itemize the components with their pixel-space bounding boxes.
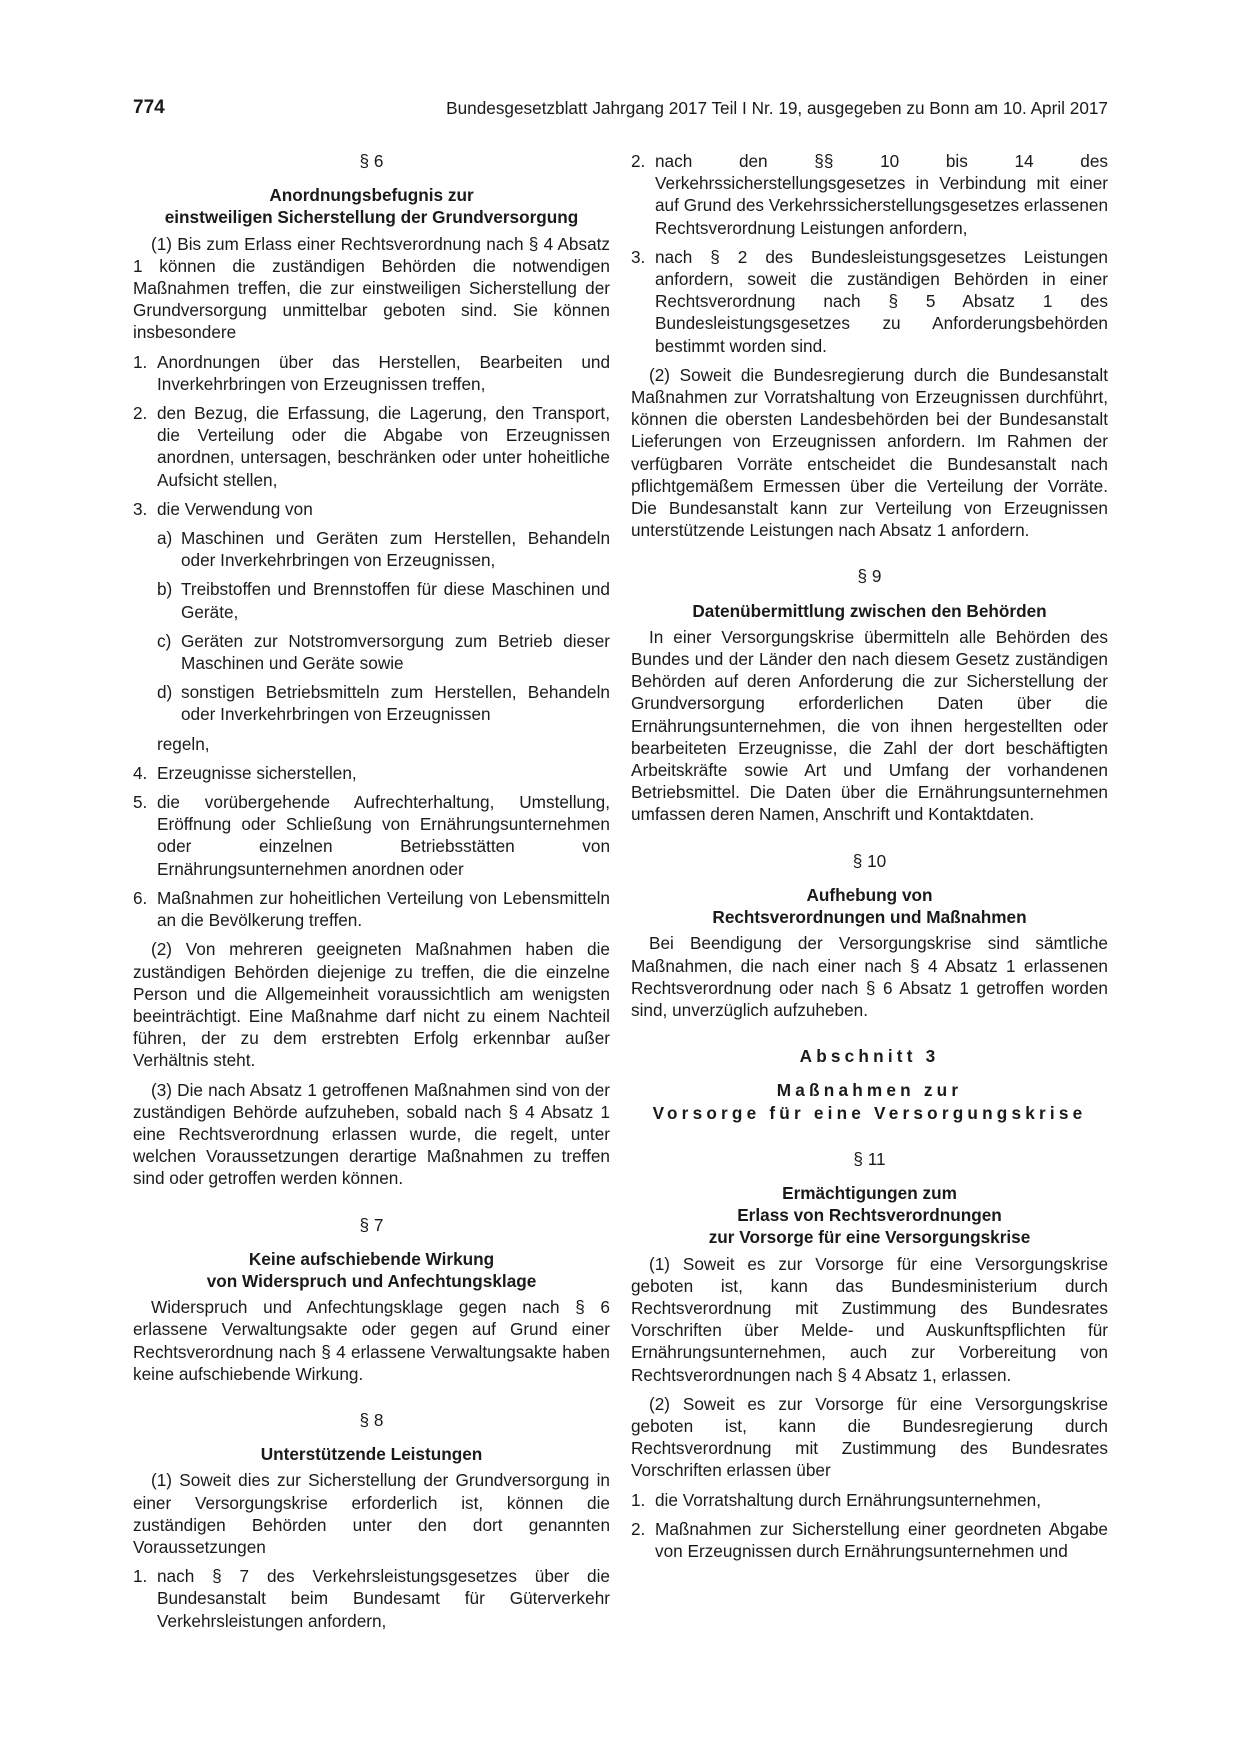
- section-7-title-line2: von Widerspruch und Anfechtungsklage: [206, 1270, 537, 1291]
- section-6-abs1: (1) Bis zum Erlass einer Rechtsverordnung nach § 4 Absatz 1 können die zuständigen Behörden die notwendigen Maßnahmen treffen, die zur einstweiligen Sicherstellung der Grundversorgung unmittelbar geboten sind. Sie können insbesondere: [133, 233, 610, 343]
- list-item: 6. Maßnahmen zur hoheitlichen Verteilung von Lebensmitteln an die Bevölkerung treffen.: [133, 887, 610, 931]
- section-6-abs3: (3) Die nach Absatz 1 getroffenen Maßnahmen sind von der zuständigen Behörde aufzuheben, sobald nach § 4 Absatz 1 eine Rechtsverordnung erlassen wurde, die regelt, unter welchen Voraussetzungen derartige Maßnahmen zu treffen sind oder getroffen werden können.: [133, 1079, 610, 1189]
- list-item: 3. nach § 2 des Bundesleistungsgesetzes Leistungen anfordern, soweit die zuständigen Behörden in einer Rechtsverordnung nach § 5 Absatz 1 des Bundesleistungsgesetzes zu Anforderungsbehörden bestimmt worden sind.: [631, 246, 1108, 356]
- section-11-title-line1: Ermächtigungen zum: [782, 1182, 957, 1203]
- sub-item: a) Maschinen und Geräten zum Herstellen, Behandeln oder Inverkehrbringen von Erzeugnissen,: [157, 528, 610, 571]
- section-11-number: § 11: [853, 1148, 886, 1169]
- abschnitt-label: Abschnitt 3: [799, 1046, 940, 1067]
- left-column: [133, 150, 610, 1632]
- list-item: 2. nach den §§ 10 bis 14 des Verkehrssicherstellungsgesetzes in Verbindung mit einer auf Grund des Verkehrssicherstellungsgesetzes erlassenen Rechtsverordnung Leistungen anfordern,: [631, 151, 1108, 238]
- section-10-title-line1: Aufhebung von: [806, 884, 933, 905]
- gazette-title: Bundesgesetzblatt Jahrgang 2017 Teil I Nr. 19, ausgegeben zu Bonn am 10. April 2017: [446, 98, 1108, 118]
- section-9-number: § 9: [857, 566, 882, 587]
- section-10-number: § 10: [852, 850, 887, 871]
- section-6-title-line1: Anordnungsbefugnis zur: [269, 185, 474, 206]
- section-8-abs2: (2) Soweit die Bundesregierung durch die Bundesanstalt Maßnahmen zur Vorratshaltung von Erzeugnissen durchführt, können die obersten Landesbehörden bei der Bundesanstalt Lieferungen von Erzeugnissen anfordern. Im Rahmen der verfügbaren Vorräte entscheidet die Bundesanstalt nach pflichtgemäßem Ermessen über die Verteilung der Vorräte. Die Bundesanstalt kann zur Verteilung von Erzeugnissen unterstützende Leistungen nach Absatz 1 anfordern.: [631, 364, 1108, 541]
- page-header: [133, 97, 1108, 123]
- section-6-abs2: (2) Von mehreren geeigneten Maßnahmen haben die zuständigen Behörden diejenige zu treffen, die die einzelne Person und die Allgemeinheit voraussichtlich am wenigsten beeinträchtigt. Eine Maßnahme darf nicht zu einem Nachteil führen, der zu dem erstrebten Erfolg erkennbar außer Verhältnis steht.: [133, 939, 610, 1071]
- right-column: [631, 150, 1108, 1562]
- section-8-number: § 8: [359, 1409, 384, 1430]
- section-6-number: § 6: [359, 151, 384, 171]
- section-9-text: In einer Versorgungskrise übermitteln alle Behörden des Bundes und der Länder den nach diesem Gesetz zuständigen Behörden auf deren Anforderung die zur Sicherstellung der Grundversorgung erforderlichen Daten über die Ernährungsunternehmen, die von ihnen hergestellten oder bearbeiteten Erzeugnisse, die Zahl der dort beschäftigten Arbeitskräfte sowie Art und Umfang der vorhandenen Betriebsmittel. Die Daten über die Ernährungsunternehmen umfassen deren Namen, Anschrift und Kontaktdaten.: [631, 626, 1108, 825]
- section-8-abs1: (1) Soweit dies zur Sicherstellung der Grundversorgung in einer Versorgungskrise erforderlich ist, können die zuständigen Behörden unter den dort genannten Voraussetzungen: [133, 1470, 610, 1557]
- list-item: 1. Anordnungen über das Herstellen, Bearbeiten und Inverkehrbringen von Erzeugnissen treffen,: [133, 351, 610, 394]
- sub-item: c) Geräten zur Notstromversorgung zum Betrieb dieser Maschinen und Geräte sowie: [157, 630, 610, 674]
- abschnitt-title-line1: Maßnahmen zur: [776, 1080, 963, 1101]
- list-item: 4. Erzeugnisse sicherstellen,: [133, 762, 357, 783]
- page-number: 774: [133, 97, 165, 118]
- list-item: 1. nach § 7 des Verkehrsleistungsgesetzes über die Bundesanstalt beim Bundesamt für Güterverkehr Verkehrsleistungen anfordern,: [133, 1566, 610, 1631]
- section-7-number: § 7: [359, 1214, 384, 1235]
- section-10-title-line2: Rechtsverordnungen und Maßnahmen: [712, 907, 1027, 928]
- section-7-text: Widerspruch und Anfechtungsklage gegen nach § 6 erlassene Verwaltungsakte oder gegen auf Grund einer Rechtsverordnung nach § 4 erlassene Verwaltungsakte haben keine aufschiebende Wirkung.: [133, 1297, 610, 1384]
- list-item: 5. die vorübergehende Aufrechterhaltung, Umstellung, Eröffnung oder Schließung von Ernährungsunternehmen oder einzelnen Betriebsstätten von Ernährungsunternehmen anordnen oder: [133, 792, 610, 879]
- list-item: 3. die Verwendung von: [133, 498, 313, 519]
- section-11-title-line2: Erlass von Rechtsverordnungen: [737, 1205, 1002, 1226]
- regeln-text: regeln,: [157, 733, 210, 754]
- section-11-abs1: (1) Soweit es zur Vorsorge für eine Versorgungskrise geboten ist, kann das Bundesministerium durch Rechtsverordnung mit Zustimmung des Bundesrates Vorschriften über Melde- und Auskunftspflichten für Ernährungsunternehmen, auch zur Vorbereitung von Rechtsverordnungen nach § 4 Absatz 1, erlassen.: [631, 1253, 1108, 1385]
- section-6-title-line2: einstweiligen Sicherstellung der Grundversorgung: [164, 207, 579, 228]
- section-9-title: Datenübermittlung zwischen den Behörden: [692, 600, 1047, 621]
- section-11-abs2: (2) Soweit es zur Vorsorge für eine Versorgungskrise geboten ist, kann die Bundesregierung durch Rechtsverordnung mit Zustimmung des Bundesrates Vorschriften erlassen über: [631, 1393, 1108, 1481]
- list-item: 2. den Bezug, die Erfassung, die Lagerung, den Transport, die Verteilung oder die Abgabe von Erzeugnissen anordnen, untersagen, beschränken oder unter hoheitliche Aufsicht stellen,: [133, 403, 610, 490]
- sub-item: b) Treibstoffen und Brennstoffen für diese Maschinen und Geräte,: [157, 579, 610, 622]
- section-7-title-line1: Keine aufschiebende Wirkung: [248, 1248, 495, 1269]
- section-11-title-line3: zur Vorsorge für eine Versorgungskrise: [708, 1227, 1031, 1248]
- sub-item: d) sonstigen Betriebsmitteln zum Herstellen, Behandeln oder Inverkehrbringen von Erzeugnissen: [157, 682, 610, 725]
- section-8-title: Unterstützende Leistungen: [260, 1444, 483, 1465]
- abschnitt-title-line2: Vorsorge für eine Versorgungskrise: [652, 1102, 1087, 1123]
- list-item: 2. Maßnahmen zur Sicherstellung einer geordneten Abgabe von Erzeugnissen durch Ernährungsunternehmen und: [631, 1518, 1108, 1561]
- section-10-text: Bei Beendigung der Versorgungskrise sind sämtliche Maßnahmen, die nach einer nach § 4 Absatz 1 erlassenen Rechtsverordnung oder nach § 6 Absatz 1 getroffen worden sind, unverzüglich aufzuheben.: [631, 933, 1108, 1020]
- list-item: 1. die Vorratshaltung durch Ernährungsunternehmen,: [631, 1489, 1042, 1510]
